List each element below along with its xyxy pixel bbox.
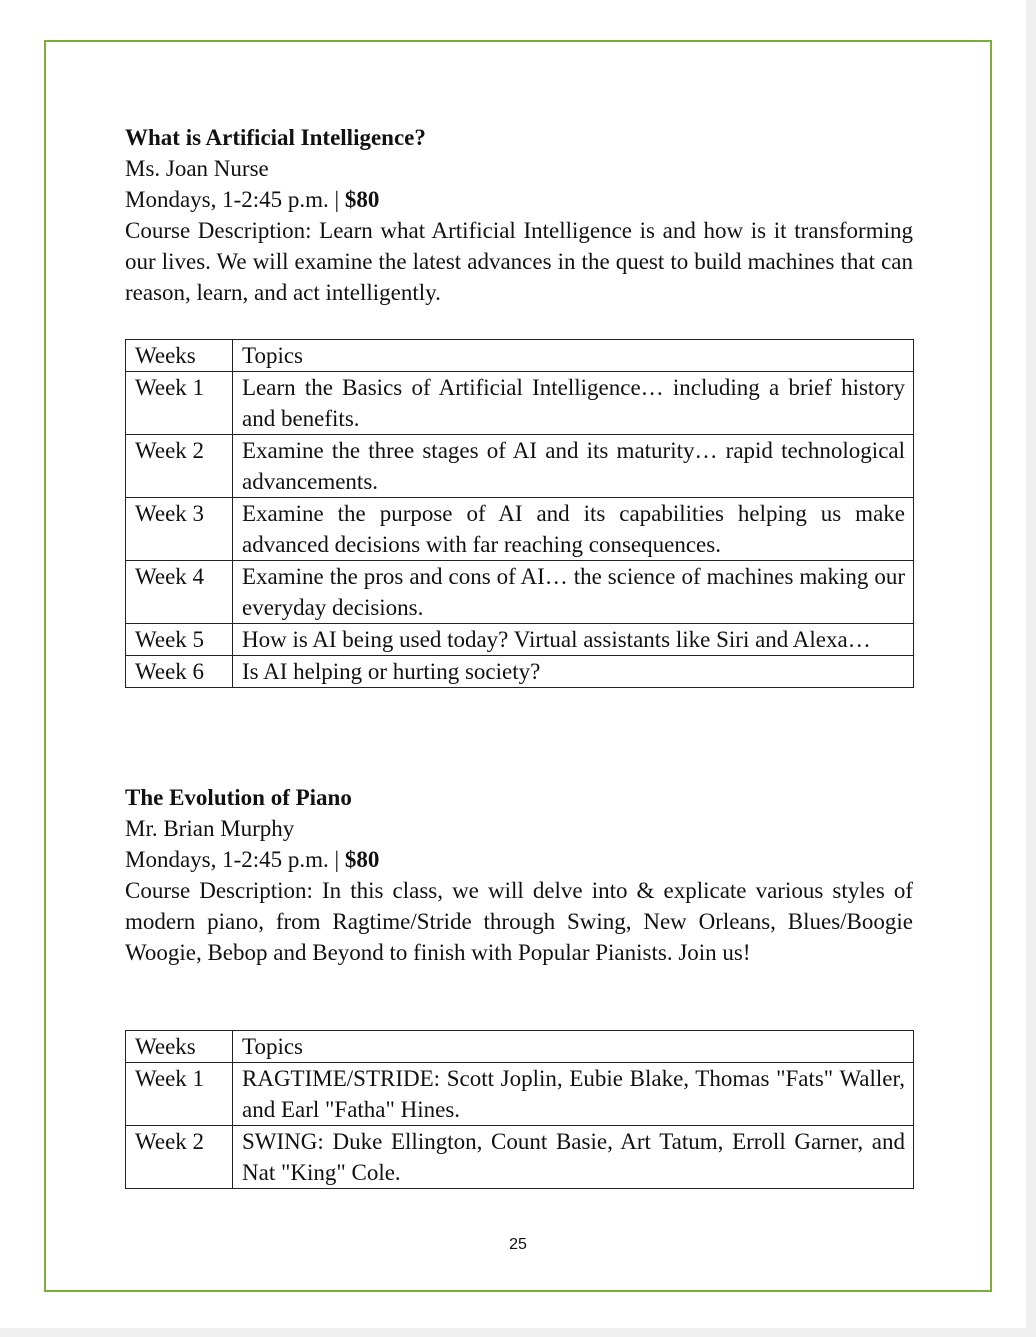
topic-cell: Is AI helping or hurting society? <box>233 656 914 688</box>
week-cell: Week 2 <box>126 1126 233 1189</box>
header-topics: Topics <box>233 1031 914 1063</box>
table-header-row <box>126 340 914 372</box>
course-piano-table-wrap <box>125 1030 913 1189</box>
course-piano-section <box>125 782 913 968</box>
course-ai-section <box>125 122 913 308</box>
week-cell: Week 1 <box>126 372 233 435</box>
course-schedule <box>125 184 913 215</box>
schedule-text: Mondays, 1-2:45 p.m. | <box>125 187 345 212</box>
course-title: The Evolution of Piano <box>125 785 352 810</box>
week-cell: Week 1 <box>126 1063 233 1126</box>
table-row <box>126 656 914 688</box>
course-instructor: Mr. Brian Murphy <box>125 816 295 841</box>
week-cell: Week 6 <box>126 656 233 688</box>
table-row <box>126 1126 914 1189</box>
course-ai-table-wrap <box>125 339 913 688</box>
course-description: Course Description: In this class, we will delve into & explicate various styles of modern piano, from Ragtime/Stride through Swing, New Orleans, Blues/Boogie Woogie, Bebop and Beyond to finish with Popular Pianists. Join us! <box>125 878 913 965</box>
header-weeks: Weeks <box>126 1031 233 1063</box>
week-cell: Week 2 <box>126 435 233 498</box>
topic-cell: Examine the three stages of AI and its maturity… rapid technological advancements. <box>233 435 914 498</box>
topic-cell: Examine the pros and cons of AI… the science of machines making our everyday decisions. <box>233 561 914 624</box>
header-weeks: Weeks <box>126 340 233 372</box>
week-cell: Week 5 <box>126 624 233 656</box>
course-price: $80 <box>344 847 380 872</box>
table-row <box>126 1063 914 1126</box>
week-cell: Week 3 <box>126 498 233 561</box>
page-number: 25 <box>509 1236 527 1253</box>
course-price: $80 <box>344 187 380 212</box>
course-title: What is Artificial Intelligence? <box>125 125 426 150</box>
table-row <box>126 624 914 656</box>
topic-cell: Examine the purpose of AI and its capabilities helping us make advanced decisions with far reaching consequences. <box>233 498 914 561</box>
table-header-row <box>126 1031 914 1063</box>
topic-cell: RAGTIME/STRIDE: Scott Joplin, Eubie Blake, Thomas "Fats" Waller, and Earl "Fatha" Hines. <box>233 1063 914 1126</box>
course-instructor: Ms. Joan Nurse <box>125 156 269 181</box>
course-ai-topics-table <box>125 339 914 688</box>
course-piano-topics-table <box>125 1030 914 1189</box>
table-row <box>126 561 914 624</box>
course-description: Course Description: Learn what Artificial Intelligence is and how is it transforming our lives. We will examine the latest advances in the quest to build machines that can reason, learn, and act intelligently. <box>125 218 913 305</box>
course-schedule <box>125 844 913 875</box>
schedule-text: Mondays, 1-2:45 p.m. | <box>125 847 345 872</box>
table-row <box>126 435 914 498</box>
table-row <box>126 498 914 561</box>
table-row <box>126 372 914 435</box>
week-cell: Week 4 <box>126 561 233 624</box>
header-topics: Topics <box>233 340 914 372</box>
topic-cell: How is AI being used today? Virtual assistants like Siri and Alexa… <box>233 624 914 656</box>
topic-cell: Learn the Basics of Artificial Intelligence… including a brief history and benefits. <box>233 372 914 435</box>
topic-cell: SWING: Duke Ellington, Count Basie, Art Tatum, Erroll Garner, and Nat "King" Cole. <box>233 1126 914 1189</box>
